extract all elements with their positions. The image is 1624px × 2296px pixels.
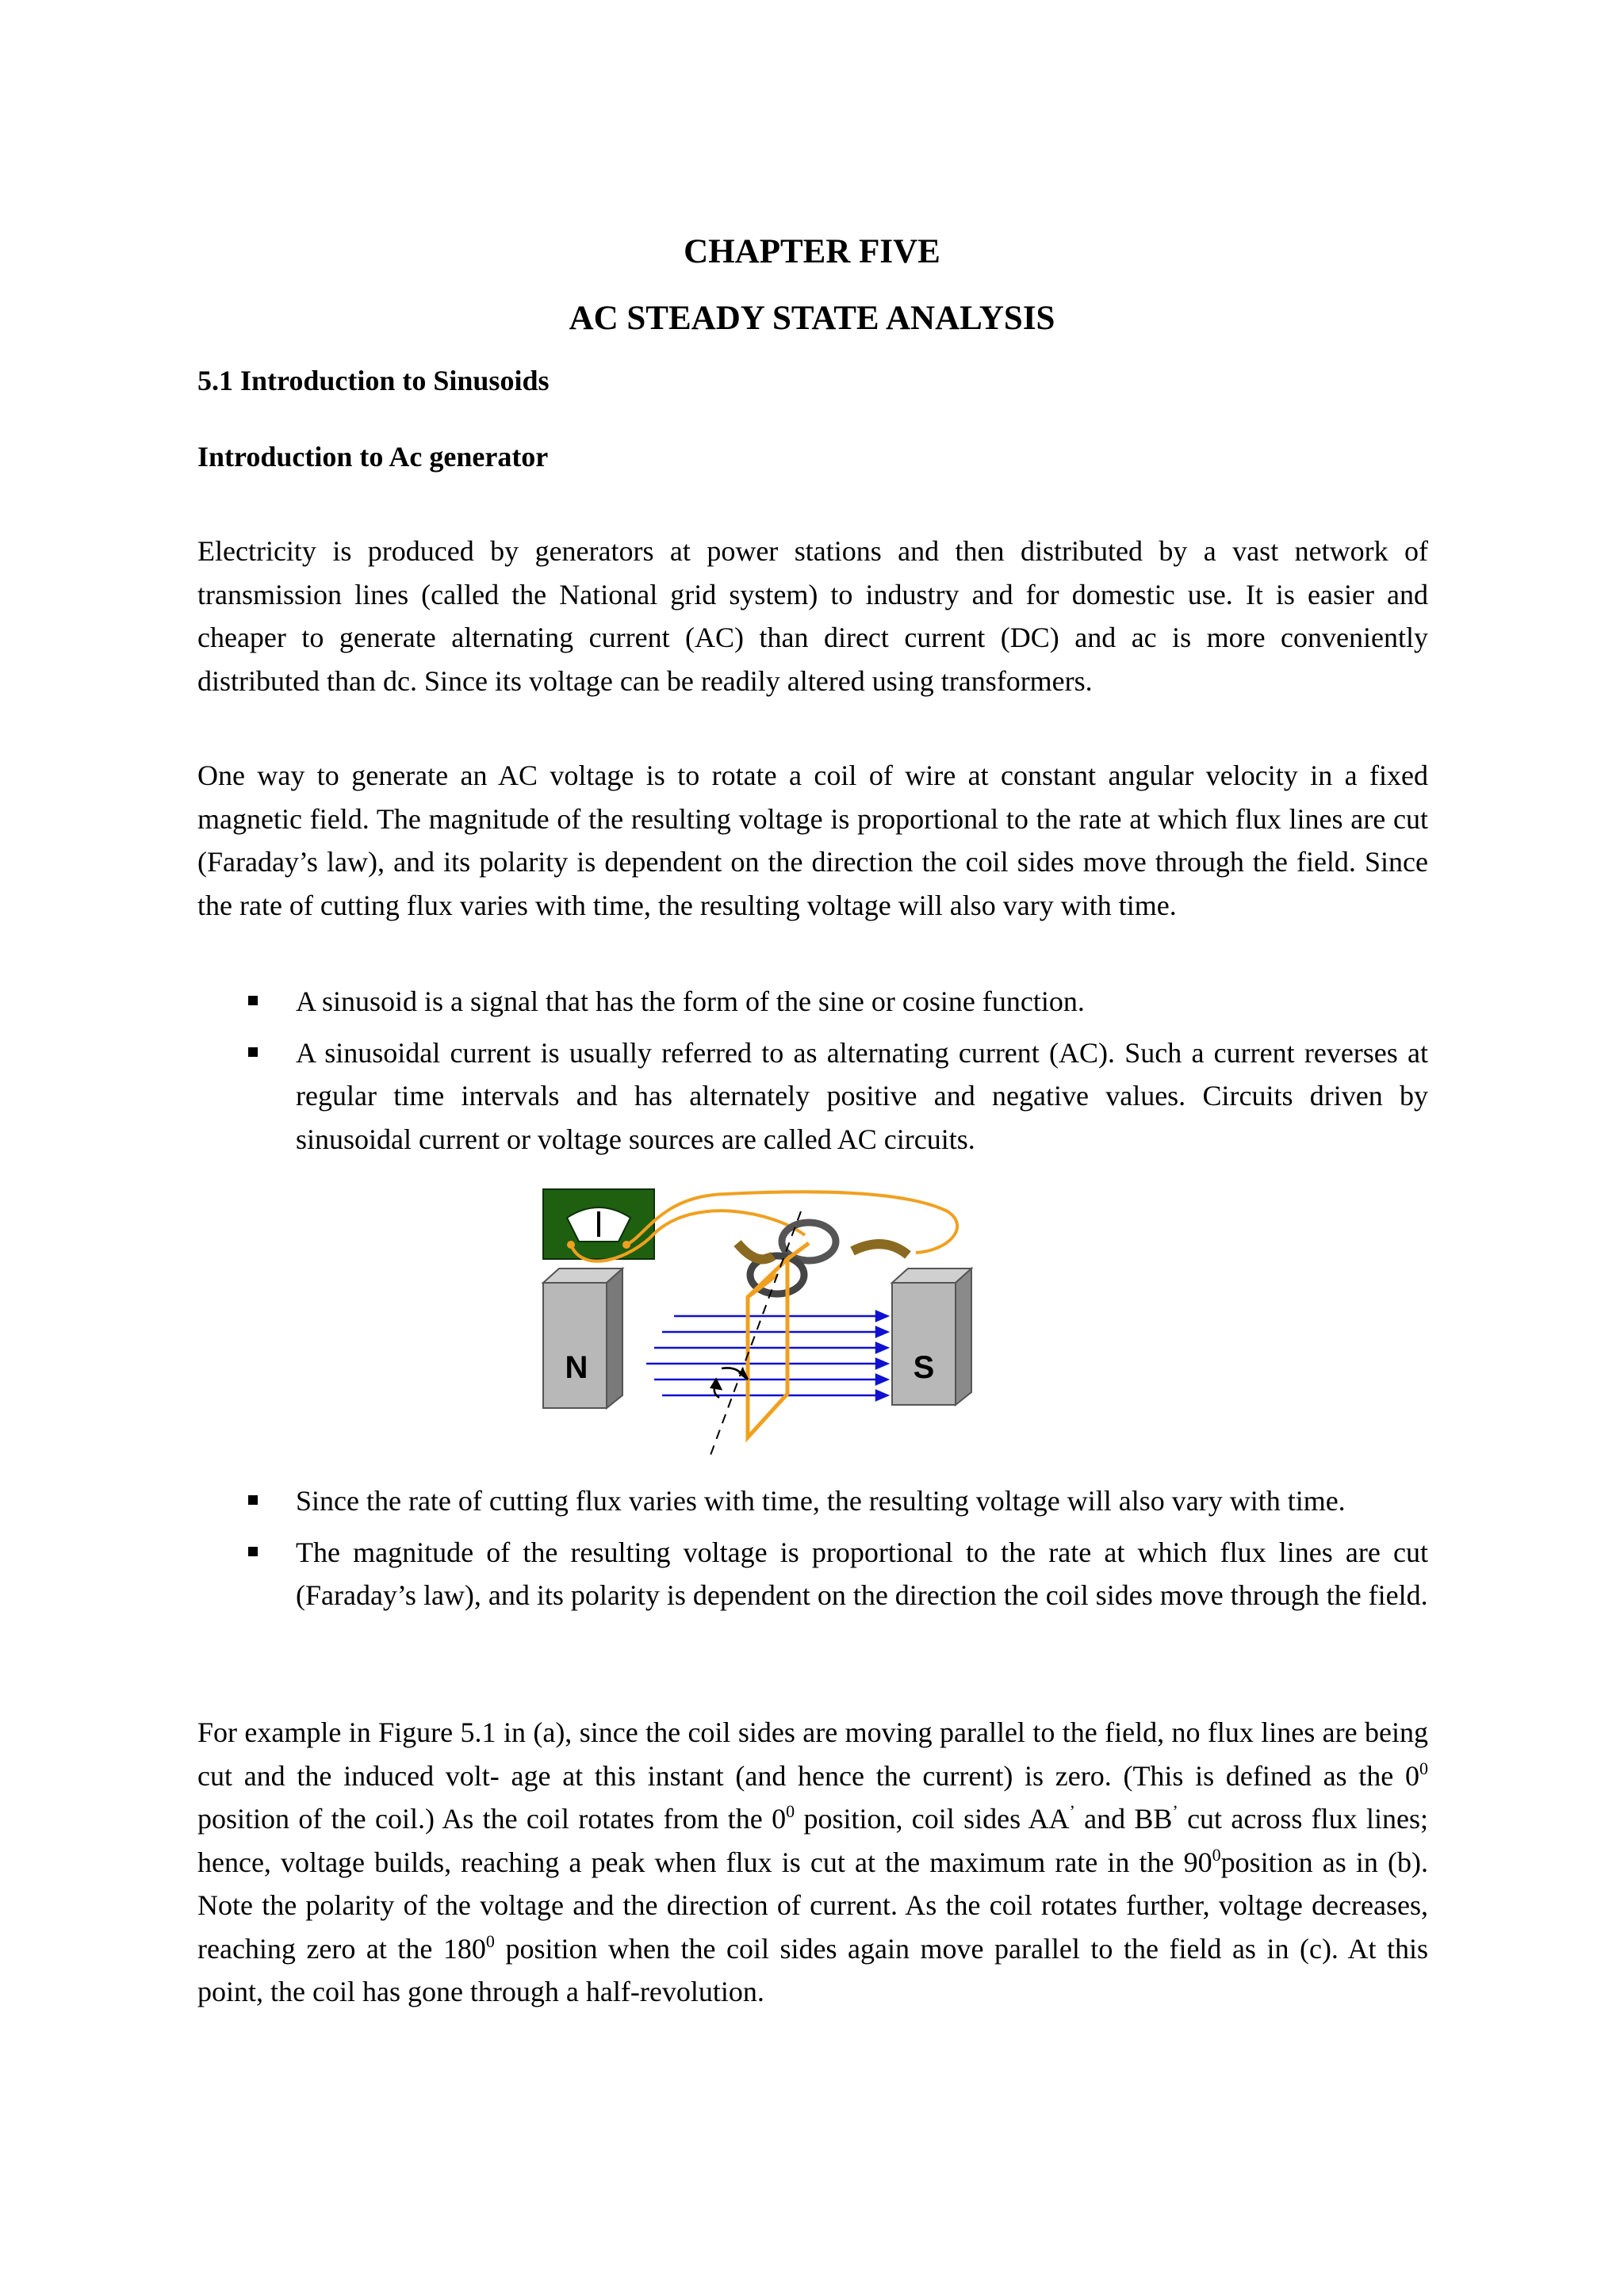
rotation-arrows (711, 1368, 748, 1398)
list-item (197, 1479, 1428, 1523)
list-item-text: Since the rate of cutting flux varies with time, the resulting voltage will also vary with time. (296, 1485, 1346, 1517)
bullet-square-icon (248, 1047, 258, 1057)
list-item-text: A sinusoid is a signal that has the form of the sine or cosine function. (296, 985, 1085, 1017)
list-item-text: The magnitude of the resulting voltage is proportional to the rate at which flux lines are cut (Faraday’s law), and its polarity is dependent on the direction the coil sides move through the field. (296, 1536, 1428, 1611)
bullet-list-bottom (197, 1479, 1428, 1625)
paragraph-ac-voltage: One way to generate an AC voltage is to rotate a coil of wire at constant angular velocity in a fixed magnetic field. The magnitude of the resulting voltage is proportional to the rate at which flux lines are cut (Faraday’s law), and its polarity is dependent on the direction the coil sides move through the field. Since the rate of cutting flux varies with time, the resulting voltage will also vary with time. (197, 760, 1428, 921)
rotating-coil (748, 1243, 809, 1437)
flux-lines (646, 1311, 887, 1400)
subsection-heading: Introduction to Ac generator (197, 441, 549, 473)
north-magnet (543, 1269, 622, 1408)
superscript: 0 (786, 1801, 795, 1821)
superscript: 0 (485, 1931, 495, 1951)
list-item (197, 1031, 1428, 1161)
text-run: position when the coil sides again move parallel to the field as in (c). At this point, the coil has gone through a half-revolution. (197, 1932, 1428, 2007)
chapter-subtitle: AC STEADY STATE ANALYSIS (569, 300, 1055, 337)
text-run: and BB (1074, 1803, 1173, 1835)
superscript: 0 (1419, 1758, 1428, 1778)
ac-generator-diagram (535, 1180, 1011, 1457)
superscript: 0 (1212, 1844, 1221, 1865)
bullet-square-icon (248, 1547, 258, 1556)
text-run: position, coil sides AA (795, 1803, 1070, 1835)
text-run: position as in (b). Note the polarity of the voltage and the direction of current. As the coil rotates further, voltage decreases, reaching zero at the 180 (197, 1846, 1429, 1965)
paragraph-example (197, 1711, 1428, 2014)
superscript: ’ (1069, 1801, 1075, 1821)
list-item (197, 980, 1428, 1024)
text-run: For example in Figure 5.1 in (a), since the coil sides are moving parallel to the field, no flux lines are being cut and the induced volt- age at this instant (and hence the current) is zero. (This is defined as the 0 (197, 1716, 1428, 1792)
section-heading: 5.1 Introduction to Sinusoids (197, 365, 550, 396)
paragraph-intro: Electricity is produced by generators at power stations and then distributed by a vast network of transmission lines (called the National grid system) to industry and for domestic use. It is easier and cheaper to generate alternating current (AC) than direct current (DC) and ac is more conveniently distributed than dc. Since its voltage can be readily altered using transformers. (197, 535, 1428, 697)
bullet-list-top (197, 980, 1428, 1169)
bullet-square-icon (248, 1495, 258, 1505)
north-label: N (565, 1350, 588, 1385)
bullet-square-icon (248, 996, 258, 1005)
text-run: position of the coil.) As the coil rotates from the 0 (197, 1803, 787, 1835)
text-run: cut across flux lines; hence, voltage builds, reaching a peak when flux is cut at the maximum rate in the 90 (197, 1803, 1428, 1878)
wire-b (626, 1192, 957, 1253)
chapter-title: CHAPTER FIVE (684, 233, 940, 270)
south-label: S (913, 1350, 935, 1385)
superscript: ’ (1172, 1801, 1178, 1821)
list-item (197, 1531, 1428, 1617)
ac-generator-figure (535, 1180, 1011, 1457)
list-item-text: A sinusoidal current is usually referred to as alternating current (AC). Such a current reverses at regular time intervals and has alternately positive and negative values. Circuits driven by sinusoidal current or voltage sources are called AC circuits. (296, 1036, 1428, 1155)
